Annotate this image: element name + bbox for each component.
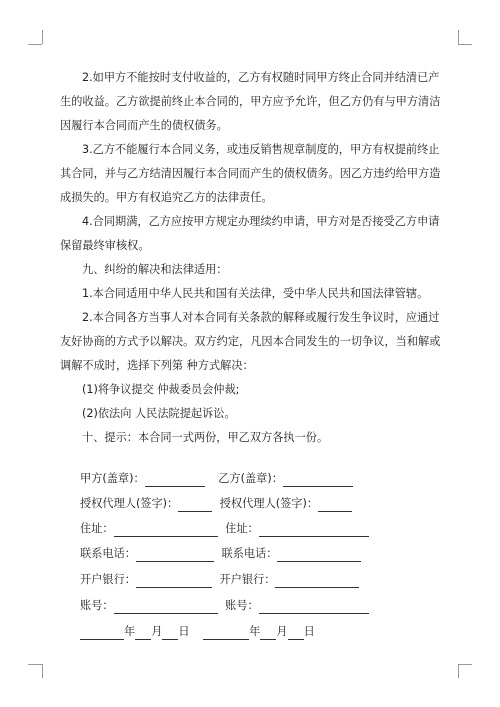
bank-a-blank[interactable] [136,575,212,588]
account-a-label: 账号： [80,599,114,612]
party-b-blank[interactable] [283,474,353,487]
contract-body [60,66,450,450]
bank-b-label: 开户银行： [219,573,276,586]
date-b-day-label: 日 [303,625,315,638]
date-a-year-label: 年 [124,625,136,638]
signature-row-address [80,521,369,537]
crop-mark-top-right-h [458,44,472,45]
account-b-blank[interactable] [259,601,369,614]
section-9-item-1: 1.本合同适用中华人民共和国有关法律，受中华人民共和国法律管辖。 [82,287,429,300]
option-litigation: (2)依法向 人民法院提起诉讼。 [82,407,236,420]
crop-mark-bottom-left-h [28,664,42,665]
section-9-item-2: 2.本合同各方当事人对本合同有关条款的解释或履行发生争议时，应通过友好协商的方式予以解决。双方约定，凡因本合同发生的一切争议，当和解或调解不成时，选择下列第 种方式解决： [60,311,441,372]
date-b-year-blank[interactable] [203,627,249,640]
date-a-year-blank[interactable] [80,627,124,640]
date-b-month-label: 月 [276,625,288,638]
account-b-label: 账号： [225,599,259,612]
date-b-year-label: 年 [249,625,261,638]
section-10-notice: 十、提示：本合同一式两份，甲乙双方各执一份。 [82,431,329,444]
agent-a-blank[interactable] [178,499,212,512]
phone-b-blank[interactable] [277,549,361,562]
crop-mark-bottom-right-h [458,664,472,665]
address-b-blank[interactable] [259,524,369,537]
party-a-blank[interactable] [145,474,205,487]
date-a-month-label: 月 [151,625,163,638]
crop-mark-bottom-left-v [42,664,43,678]
option-arbitration: (1)将争议提交 仲裁委员会仲裁; [82,383,240,396]
date-a-day-label: 日 [178,625,190,638]
address-a-label: 住址： [80,522,114,535]
date-a-day-blank[interactable] [162,627,178,640]
section-9-heading: 九、纠纷的解决和法律适用： [82,263,228,276]
clause-2: 2.如甲方不能按时支付收益的，乙方有权随时同甲方终止合同并结清已产生的收益。乙方欲提前终止本合同的，甲方应予允许，但乙方仍有与甲方清洁因履行本合同而产生的债权债务。 [60,71,441,132]
account-a-blank[interactable] [114,601,218,614]
signature-row-account [80,598,369,614]
agent-b-blank[interactable] [318,499,352,512]
phone-b-label: 联系电话： [221,547,278,560]
signature-row-date [80,624,315,640]
phone-a-blank[interactable] [136,549,214,562]
signature-row-agent [80,496,352,512]
signature-row-phone [80,546,361,562]
date-a-month-blank[interactable] [135,627,151,640]
bank-b-blank[interactable] [275,575,359,588]
crop-mark-bottom-right-v [458,664,459,678]
address-a-blank[interactable] [114,524,218,537]
party-a-label: 甲方(盖章)： [80,472,145,485]
bank-a-label: 开户银行： [80,573,136,586]
signature-row-party [80,471,353,487]
crop-mark-top-left-v [42,30,43,44]
date-b-month-blank[interactable] [260,627,276,640]
signature-row-bank [80,572,359,588]
crop-mark-top-left-h [28,44,42,45]
party-b-label: 乙方(盖章)： [218,472,283,485]
agent-a-label: 授权代理人(签字)： [80,497,179,510]
agent-b-label: 授权代理人(签字)： [219,497,319,510]
date-b-day-blank[interactable] [288,627,304,640]
phone-a-label: 联系电话： [80,547,136,560]
clause-4: 4.合同期满，乙方应按甲方规定办理续约申请，甲方对是否接受乙方申请保留最终审核权。 [60,215,440,252]
address-b-label: 住址： [225,522,259,535]
crop-mark-top-right-v [458,30,459,44]
clause-3: 3.乙方不能履行本合同义务，或违反销售规章制度的，甲方有权提前终止其合同，并与乙方结清因履行本合同而产生的债权债务。因乙方违约给甲方造成损失的。甲方有权追究乙方的法律责任。 [60,143,441,204]
